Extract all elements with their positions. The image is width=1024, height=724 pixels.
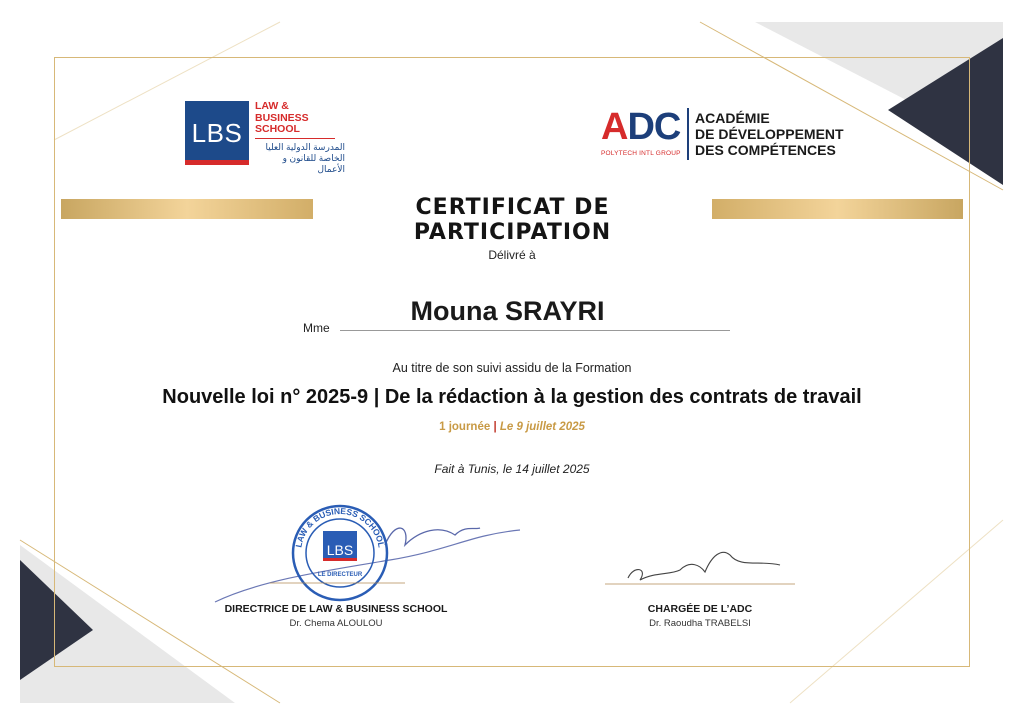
adc-logo-letter-d: D xyxy=(627,106,654,148)
place-and-date: Fait à Tunis, le 14 juillet 2025 xyxy=(434,462,590,476)
certificate-title: CERTIFICAT DE PARTICIPATION xyxy=(413,195,612,245)
course-title: Nouvelle loi n° 2025-9 | De la rédaction à la gestion des contrats de travail xyxy=(162,386,862,408)
left-signatory-role: DIRECTRICE DE LAW & BUSINESS SCHOOL xyxy=(224,603,448,615)
adc-logo-line2: DE DÉVELOPPEMENT xyxy=(695,126,844,142)
right-signatory-role: CHARGÉE DE L’ADC xyxy=(647,603,753,615)
title-of-text: Au titre de son suivi assidu de la Formation xyxy=(392,361,632,375)
adc-logo-letter-a: A xyxy=(601,106,628,148)
honorific: Mme xyxy=(303,321,330,335)
duration-separator: | xyxy=(493,421,497,433)
adc-logo-line1: ACADÉMIE xyxy=(695,110,770,126)
right-signatory-name: Dr. Raoudha TRABELSI xyxy=(649,618,751,629)
lbs-logo-arabic: المدرسة الدولية العليا الخاصة للقانون و الأعمال xyxy=(265,142,345,174)
lbs-logo-mark: LBS xyxy=(185,101,249,165)
duration-text: 1 journée xyxy=(439,421,491,433)
session-date: Le 9 juillet 2025 xyxy=(499,421,585,433)
stamp-ring-text: LAW & BUSINESS SCHOOL xyxy=(293,505,387,549)
right-signature-stroke xyxy=(628,552,780,580)
left-signatory-name: Dr. Chema ALOULOU xyxy=(289,618,383,629)
adc-logo-subtitle: POLYTECH INTL GROUP xyxy=(601,150,681,157)
lbs-logo-name: LAW & BUSINESS SCHOOL xyxy=(255,100,309,135)
delivered-to-label: Délivré à xyxy=(488,248,536,262)
left-signature-flourish xyxy=(385,528,480,545)
recipient-name: Mouna SRAYRI xyxy=(410,296,605,326)
adc-logo-line3: DES COMPÉTENCES xyxy=(695,142,836,158)
stamp-caption: LE DIRECTEUR xyxy=(317,572,363,578)
adc-logo-letter-c: C xyxy=(653,106,681,148)
stamp-mark: LBS xyxy=(326,542,354,558)
